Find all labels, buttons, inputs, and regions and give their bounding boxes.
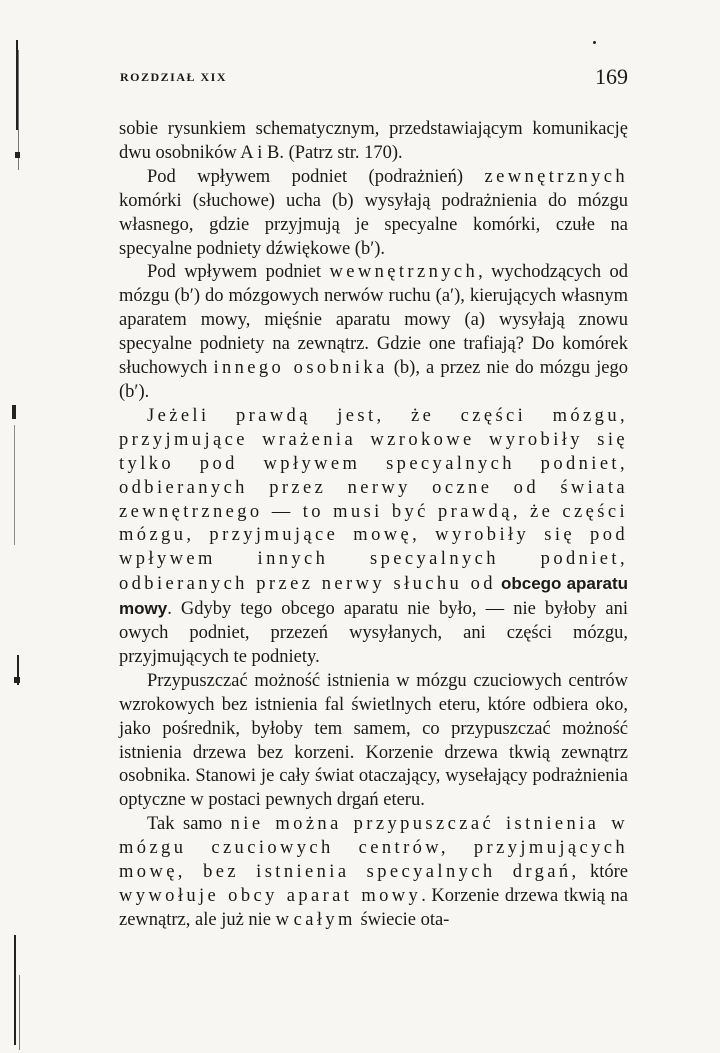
text-run: wywołuje obcy aparat mowy	[119, 886, 422, 906]
paragraph	[119, 166, 628, 262]
text-run: Tak samo	[147, 814, 231, 835]
text-run: . Gdyby tego obcego aparatu nie było, — nie byłoby ani owych podniet, przezeń wysyłanych, ani części mózgu, przyjmujących te podniety.	[119, 599, 628, 667]
text-run: Przypuszczać możność istnienia w mózgu czuciowych centrów wzrokowych bez istnienia fal świetlnych eteru, które odbiera oko, jako pośrednik, byłoby tem samem, co przypuszczać możność istnienia drzewa bez korzeni. Korzenie drzewa tkwią zewnątrz osobnika. Stanowi je cały świat otaczający, wysełający podrażnienia optyczne w postaci pewnych drgań eteru.	[119, 670, 628, 811]
text-run: , które	[571, 862, 628, 883]
binding-marks-bottom	[0, 935, 30, 1050]
text-run: . Korzenie drzewa tkwią na zewnątrz, ale już nie w	[119, 886, 629, 930]
text-run: innego osobnika	[213, 358, 388, 379]
paragraph	[119, 405, 628, 670]
text-run: Pod wpływem podniet (podrażnień)	[147, 166, 485, 187]
text-run: komórki (słuchowe) ucha (b) wysyłają podrażnienia do mózgu własnego, gdzie przyjmują je specyalne komórki, czułe na specyalne podniety dźwiękowe (b′).	[119, 190, 628, 259]
page-number: 169	[595, 64, 628, 89]
paragraph	[119, 118, 628, 166]
text-run: zewnętrznych	[484, 166, 628, 187]
text-run: (b), a przez nie do mózgu jego (b′).	[119, 358, 628, 402]
running-header: ROZDZIAŁ XIX	[120, 70, 228, 84]
binding-marks-top	[0, 40, 30, 170]
paragraph	[119, 670, 628, 813]
text-run: sobie rysunkiem schematycznym, przedstawiającym komunikację dwu osobników A i B. (Patrz str. 170).	[119, 119, 628, 163]
text-run: Jeżeli prawdą jest, że części mózgu, przyjmujące wrażenia wzrokowe wyrobiły się tylko pod wpływem specyalnych podniet, odbieranych przez nerwy oczne od świata zewnętrznego — to musi być prawdą, że części mózgu, przyjmujące mowę, wyrobiły się pod wpływem innych specyalnych podniet, odbieranych przez nerwy słuchu od	[119, 405, 628, 595]
ink-speck	[593, 41, 596, 44]
text-run: wewnętrznych	[329, 262, 479, 283]
text-run: obcego aparatu mowy	[119, 574, 628, 619]
text-run: całym	[293, 909, 356, 930]
body-text	[119, 118, 628, 933]
binding-marks-middle	[0, 405, 30, 695]
text-run: , wychodzących od mózgu (b′) do mózgowych nerwów ruchu (a′), kierujących własnym aparatem mowy, mięśnie aparatu mowy (a) wysyłają znowu specyalne podniety na zewnątrz. Gdzie one trafiają? Do komórek słuchowych	[119, 262, 628, 379]
text-run: Pod wpływem podniet	[147, 262, 330, 283]
text-run: nie można przypuszczać istnienia w mózgu czuciowych centrów, przyjmujących mowę, bez istnienia specyalnych drgań	[119, 814, 628, 883]
paragraph	[119, 261, 628, 404]
paragraph	[119, 813, 628, 933]
text-run: świecie ota-	[355, 909, 450, 930]
